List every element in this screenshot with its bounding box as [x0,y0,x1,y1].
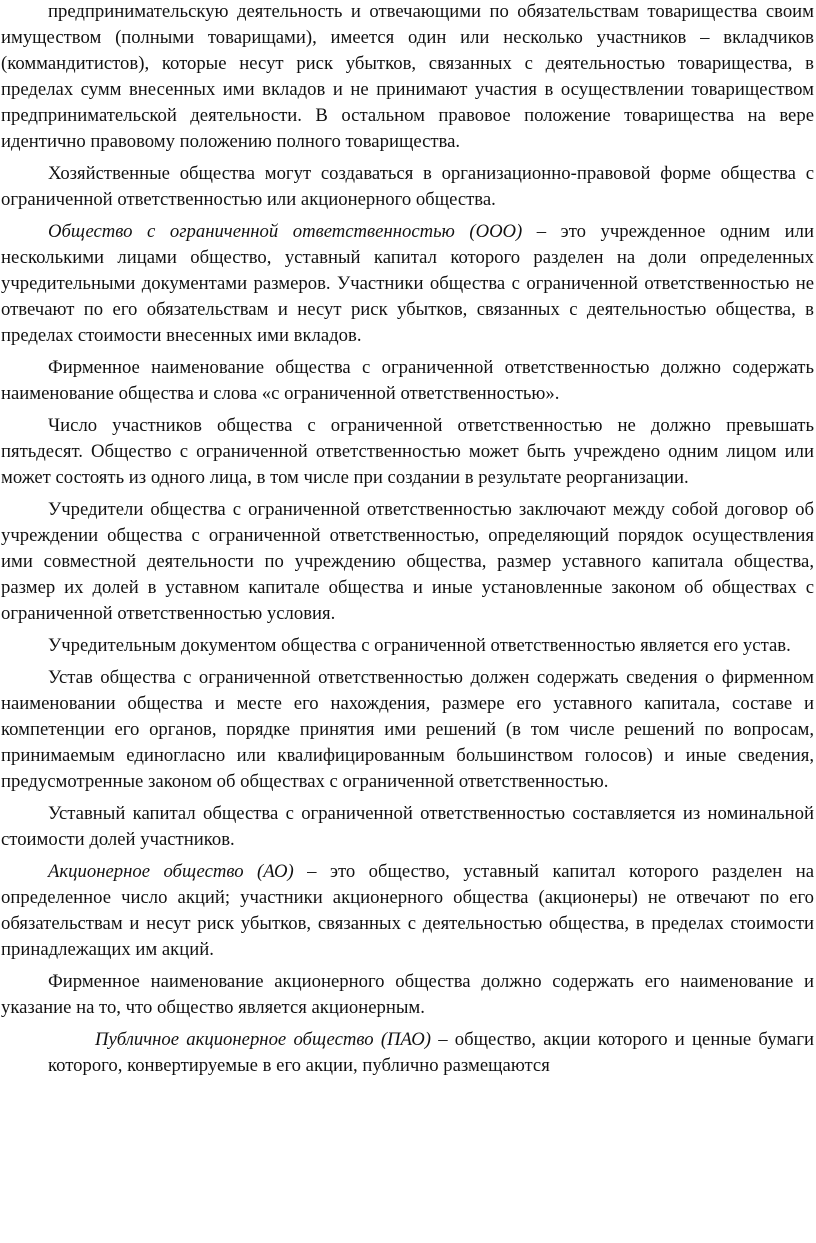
paragraph-limited-partnership-continued [1,0,814,155]
paragraph-llc-definition [1,219,814,349]
paragraph-text: Фирменное наименование акционерного общества должно содержать его наименование и указание на то, что общество является акционерным. [1,971,814,1018]
paragraph-text: Уставный капитал общества с ограниченной ответственностью составляется из номинальной стоимости долей участников. [1,803,814,850]
paragraph-text: Учредительным документом общества с ограниченной ответственностью является его устав. [48,635,791,656]
paragraph-llc-capital [1,801,814,853]
paragraph-text: предпринимательскую деятельность и отвечающими по обязательствам товарищества своим имуществом (полными товарищами), имеется один или несколько участников – вкладчиков (коммандитистов), которые несут риск убытков, связанных с деятельностью товарищества, в пределах сумм внесенных ими вкладов и не принимают участия в осуществлении товариществом предпринимательской деятельности. В остальном правовое положение товарищества на вере идентично правовому положению полного товарищества. [1,1,814,152]
paragraph-text: – это учрежденное одним или несколькими лицами общество, уставный капитал которого разделен на доли определенных учредительными документами размеров. Участники общества с ограниченной ответственностью не отвечают по его обязательствам и несут риск убытков, связанных с деятельностью общества, в пределах стоимости внесенных ими вкладов. [1,221,814,346]
paragraph-llc-participants [1,413,814,491]
paragraph-llc-founders-agreement [1,497,814,627]
paragraph-text: Устав общества с ограниченной ответственностью должен содержать сведения о фирменном наименовании общества и месте его нахождения, размере его уставного капитала, составе и компетенции его органов, порядке принятия ими решений (в том числе решений по вопросам, принимаемым единогласно или квалифицированным большинством голосов) и иные сведения, предусмотренные законом об обществах с ограниченной ответственностью. [1,667,814,792]
term-jsc: Акционерное общество (АО) [48,861,294,882]
paragraph-text: Учредители общества с ограниченной ответственностью заключают между собой договор об учреждении общества с ограниченной ответственностью, определяющий порядок осуществления ими совместной деятельности по учреждению общества, размер уставного капитала общества, размер их долей в уставном капитале общества и иные установленные законом об обществах с ограниченной ответственностью условия. [1,499,814,624]
paragraph-text: – это общество, уставный капитал которого разделен на определенное число акций; участники акционерного общества (акционеры) не отвечают по его обязательствам и несут риск убытков, связанных с деятельностью общества, в пределах стоимости принадлежащих им акций. [1,861,814,960]
paragraph-text: Число участников общества с ограниченной ответственностью не должно превышать пятьдесят. Общество с ограниченной ответственностью может быть учреждено одним лицом или может состоять из одного лица, в том числе при создании в результате реорганизации. [1,415,814,488]
paragraph-llc-charter-content [1,665,814,795]
paragraph-text: Фирменное наименование общества с ограниченной ответственностью должно содержать наименование общества и слова «с ограниченной ответственностью». [1,357,814,404]
paragraph-jsc-firm-name [1,969,814,1021]
term-public-jsc: Публичное акционерное общество (ПАО) [95,1029,431,1050]
paragraph-public-jsc-definition [1,1027,814,1079]
paragraph-jsc-definition [1,859,814,963]
term-llc: Общество с ограниченной ответственностью (ООО) [48,221,523,242]
paragraph-business-companies [1,161,814,213]
paragraph-llc-firm-name [1,355,814,407]
paragraph-text: Хозяйственные общества могут создаваться в организационно-правовой форме общества с ограниченной ответственностью или акционерного общества. [1,163,814,210]
paragraph-llc-charter-document [1,633,814,659]
paragraph-text: – общество, акции которого и ценные бумаги которого, конвертируемые в его акции, публично размещаются [48,1029,814,1076]
